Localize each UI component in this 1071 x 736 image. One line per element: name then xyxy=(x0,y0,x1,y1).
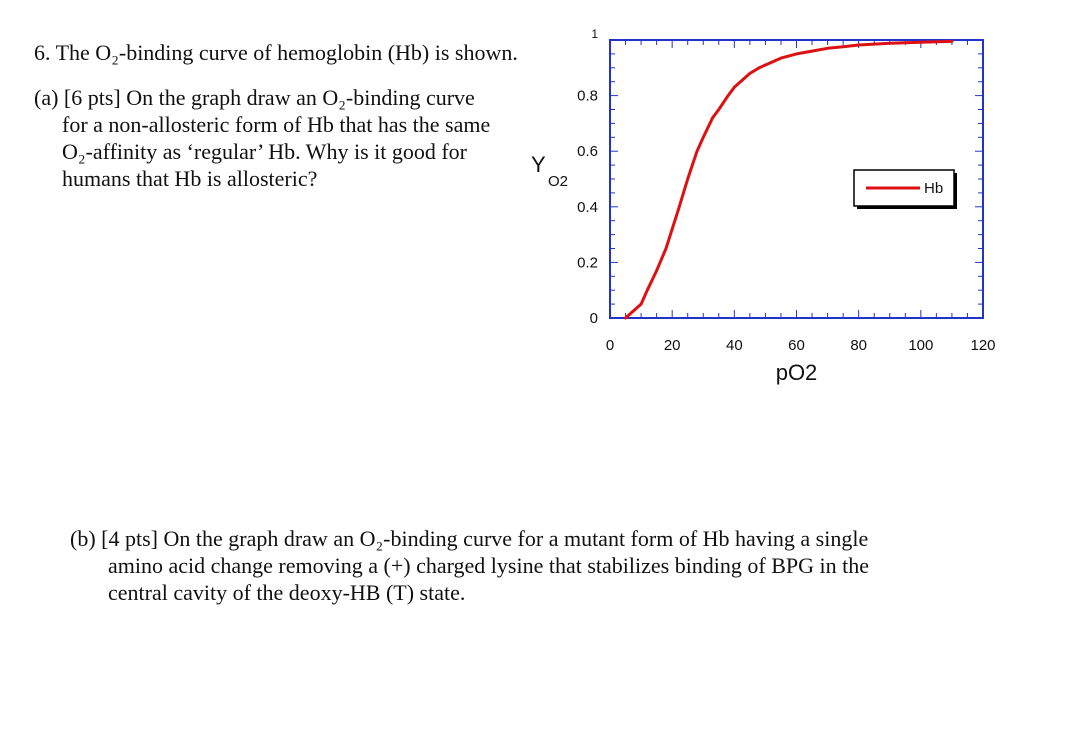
part-b-line-1: (b) [4 pts] On the graph draw an O₂-binding curve for a mutant form of Hb having a single xyxy=(70,526,869,551)
question-title: 6. The O₂-binding curve of hemoglobin (Hb) is shown. xyxy=(34,40,518,65)
y-tick-label: 0 xyxy=(589,310,598,327)
y-tick-label: 0.2 xyxy=(577,254,598,272)
y-tick-label: 0.4 xyxy=(577,198,598,216)
part-a-line-1: (a) [6 pts] On the graph draw an O₂-binding curve xyxy=(34,85,475,110)
y-tick-label: 0.6 xyxy=(577,143,598,161)
y-axis-label: Y xyxy=(531,152,546,177)
x-tick-label: 120 xyxy=(970,337,996,354)
y-axis-label-subscript: O2 xyxy=(548,173,569,190)
x-tick-label: 100 xyxy=(908,337,934,354)
part-a-line-4: humans that Hb is allosteric? xyxy=(62,166,318,191)
part-b-line-2: amino acid change removing a (+) charged lysine that stabilizes binding of BPG in the xyxy=(108,553,870,578)
legend-label: Hb xyxy=(924,180,944,197)
x-tick-label: 60 xyxy=(788,337,805,354)
part-a-line-2: for a non-allosteric form of Hb that has the same xyxy=(62,112,491,137)
part-a-line-3: O₂-affinity as ‘regular’ Hb. Why is it good for xyxy=(62,139,468,164)
y-tick-label: 1 xyxy=(591,27,598,41)
x-tick-label: 20 xyxy=(663,337,681,354)
x-tick-label: 0 xyxy=(605,337,615,354)
y-tick-label: 0.8 xyxy=(577,87,598,105)
x-axis-label: pO2 xyxy=(775,360,818,385)
x-tick-label: 80 xyxy=(850,337,868,354)
x-tick-label: 40 xyxy=(725,337,743,354)
part-b-line-3: central cavity of the deoxy-HB (T) state. xyxy=(108,580,466,605)
